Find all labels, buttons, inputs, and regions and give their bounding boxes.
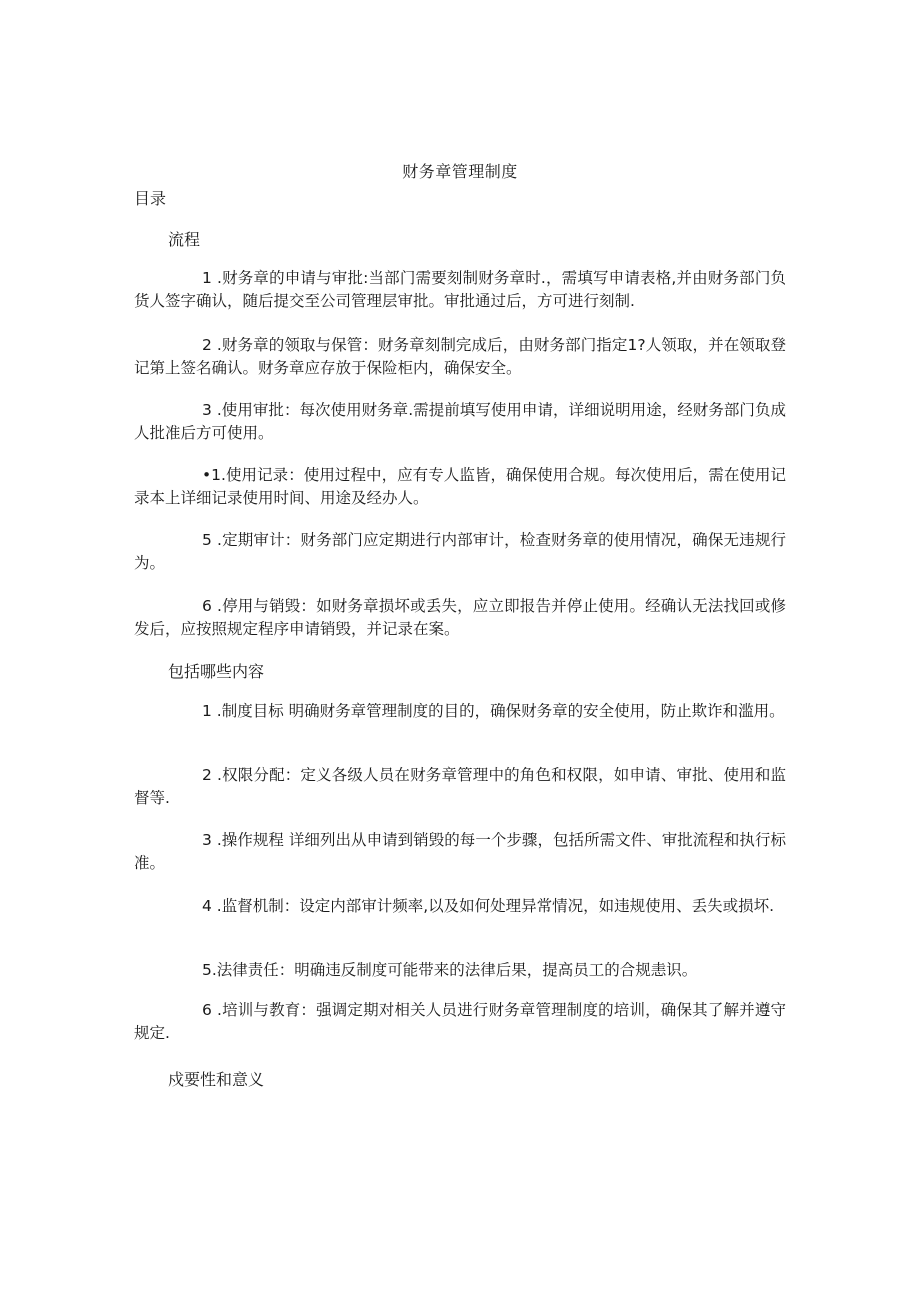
item-number: 6	[202, 597, 212, 615]
item-number: 4	[202, 897, 212, 915]
section-heading-process: 流程	[168, 230, 201, 249]
item-text: .权限分配：定义各级人员在财务章管理中的角色和权限，如申请、审批、使用和监督等.	[134, 766, 786, 807]
item-text: .财务章的申请与审批:当部门需要刻制财务章时.，需填写申请表格,并由财务部门负货人签字确认，随后提交至公司管理层审批。审批通过后，方可进行刻制.	[134, 269, 786, 310]
section-heading-contents: 包括哪些内容	[168, 662, 265, 681]
process-item-3	[134, 399, 786, 444]
process-item-2	[134, 334, 786, 379]
item-number: 1	[202, 269, 212, 287]
item-number: 6	[202, 1001, 212, 1019]
contents-item-1	[134, 700, 786, 723]
item-number: 2	[202, 336, 212, 354]
item-text: .监督机制：设定内部审计频率,以及如何处理异常情况，如违规使用、丢失或损坏.	[211, 897, 775, 915]
item-number: 1	[202, 702, 212, 720]
item-number: •1.	[202, 466, 226, 484]
process-item-6	[134, 595, 786, 640]
item-text: .培训与教育：强调定期对相关人员进行财务章管理制度的培训，确保其了解并遵守规定.	[134, 1001, 786, 1042]
toc-label: 目录	[134, 189, 167, 208]
section-heading-importance: 戍要性和意义	[168, 1070, 265, 1089]
item-text: .财务章的领取与保管：财务章刻制完成后，由财务部门指定1?人领取，并在领取登记第上签名确认。财务章应存放于保险柜内，确保安全。	[134, 336, 786, 377]
contents-item-5	[134, 959, 786, 982]
contents-item-2	[134, 764, 786, 809]
process-item-1	[134, 267, 786, 312]
item-text: 使用记录：使用过程中，应有专人监皆，确保使用合规。每次使用后，需在使用记录本上详细记录使用时间、用途及经办人。	[134, 466, 786, 507]
document-title: 财务章管理制度	[402, 162, 518, 181]
process-item-5	[134, 529, 786, 574]
item-text: .使用审批：每次使用财务章.需提前填写使用申请，详细说明用途，经财务部门负成人批准后方可使用。	[134, 401, 786, 442]
item-text: .制度目标 明确财务章管理制度的目的，确保财务章的安全使用，防止欺诈和滥用。	[211, 702, 785, 720]
item-text: .操作规程 详细列出从申请到销毁的每一个步骤，包括所需文件、审批流程和执行标准。	[134, 831, 786, 872]
process-item-4	[134, 464, 786, 509]
item-number: 3	[202, 401, 212, 419]
contents-item-3	[134, 829, 786, 874]
item-number: 5	[202, 531, 212, 549]
item-number: 5	[202, 961, 212, 979]
item-number: 3	[202, 831, 212, 849]
contents-item-6	[134, 999, 786, 1044]
item-number: 2	[202, 766, 212, 784]
contents-item-4	[134, 895, 786, 918]
item-text: .定期审计：财务部门应定期进行内部审计，检查财务章的使用情况，确保无违规行为。	[134, 531, 786, 572]
item-text: .停用与销毁：如财务章损坏或丢失，应立即报告并停止使用。经确认无法找回或修发后，应按照规定程序申请销毁，并记录在案。	[134, 597, 786, 638]
item-text: .法律责任：明确违反制度可能带来的法律后果，提高员工的合规恚识。	[211, 961, 698, 979]
